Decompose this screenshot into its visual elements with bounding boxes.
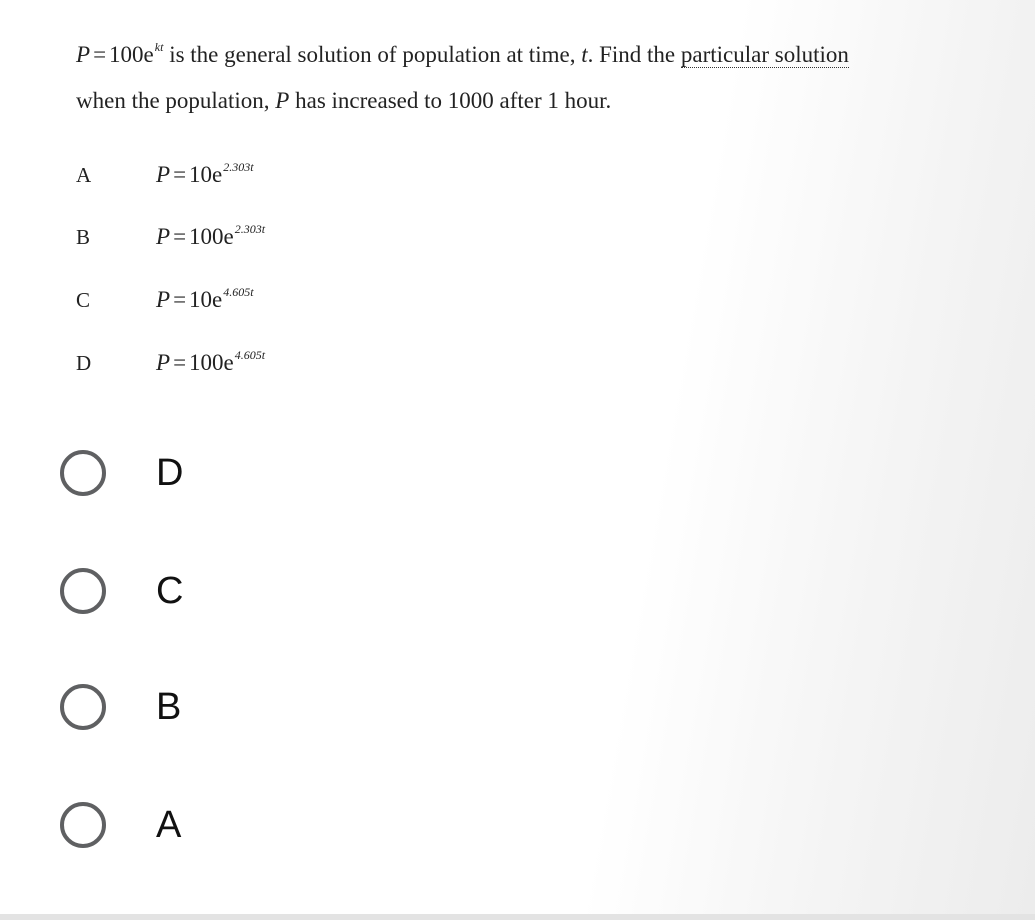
option-exp: 2.303t [234, 222, 266, 236]
question-line-1 [76, 32, 976, 78]
option-letter: A [76, 163, 92, 187]
question-text-part-2: . Find the [587, 42, 681, 67]
option-exp: 4.605t [223, 285, 254, 299]
question-text-part-4: has increased to 1000 after 1 hour. [289, 88, 612, 113]
radio-button[interactable] [60, 568, 106, 614]
option-a [76, 155, 254, 195]
option-c [76, 280, 254, 320]
option-letter: B [76, 225, 91, 249]
radio-button[interactable] [60, 684, 106, 730]
option-expression [156, 217, 265, 257]
equals-sign: = [93, 42, 107, 67]
population-variable-2: P [275, 88, 290, 113]
radio-button[interactable] [60, 802, 106, 848]
option-expression [156, 343, 265, 383]
option-expression [156, 155, 254, 195]
option-expression [156, 280, 254, 320]
answer-choice-d[interactable] [60, 443, 183, 503]
question-text-part-1: is the general solution of population at time, [163, 42, 582, 67]
general-solution-exponent: kt [154, 40, 164, 54]
answer-choice-b[interactable] [60, 677, 181, 737]
option-coef: 10e [189, 162, 223, 187]
answer-choice-a[interactable] [60, 795, 181, 855]
option-eq: = [173, 350, 187, 375]
option-var: P [156, 350, 171, 375]
option-b [76, 217, 265, 257]
option-letter: D [76, 351, 92, 375]
answer-choice-label[interactable]: D [156, 451, 184, 494]
particular-solution-link[interactable]: particular solution [680, 42, 849, 67]
question-text-part-3: when the population, [76, 88, 276, 113]
option-exp: 4.605t [234, 348, 266, 362]
option-var: P [156, 224, 171, 249]
option-eq: = [173, 224, 187, 249]
general-solution-coefficient: 100e [109, 42, 154, 67]
radio-button[interactable] [60, 450, 106, 496]
option-d [76, 343, 265, 383]
option-eq: = [173, 287, 187, 312]
question-line-2 [76, 78, 976, 124]
answer-choice-label[interactable]: A [156, 803, 182, 846]
option-eq: = [173, 162, 187, 187]
page-bottom-divider [0, 914, 1035, 920]
option-var: P [156, 287, 171, 312]
option-var: P [156, 162, 171, 187]
option-coef: 100e [189, 224, 234, 249]
time-variable: t [581, 42, 588, 67]
option-letter: C [76, 288, 91, 312]
question-text [76, 32, 976, 124]
population-variable: P [76, 42, 91, 67]
option-coef: 10e [189, 287, 223, 312]
option-exp: 2.303t [223, 160, 254, 174]
answer-choice-label[interactable]: C [156, 569, 184, 612]
answer-choice-label[interactable]: B [156, 685, 182, 728]
answer-choice-c[interactable] [60, 561, 183, 621]
option-coef: 100e [189, 350, 234, 375]
